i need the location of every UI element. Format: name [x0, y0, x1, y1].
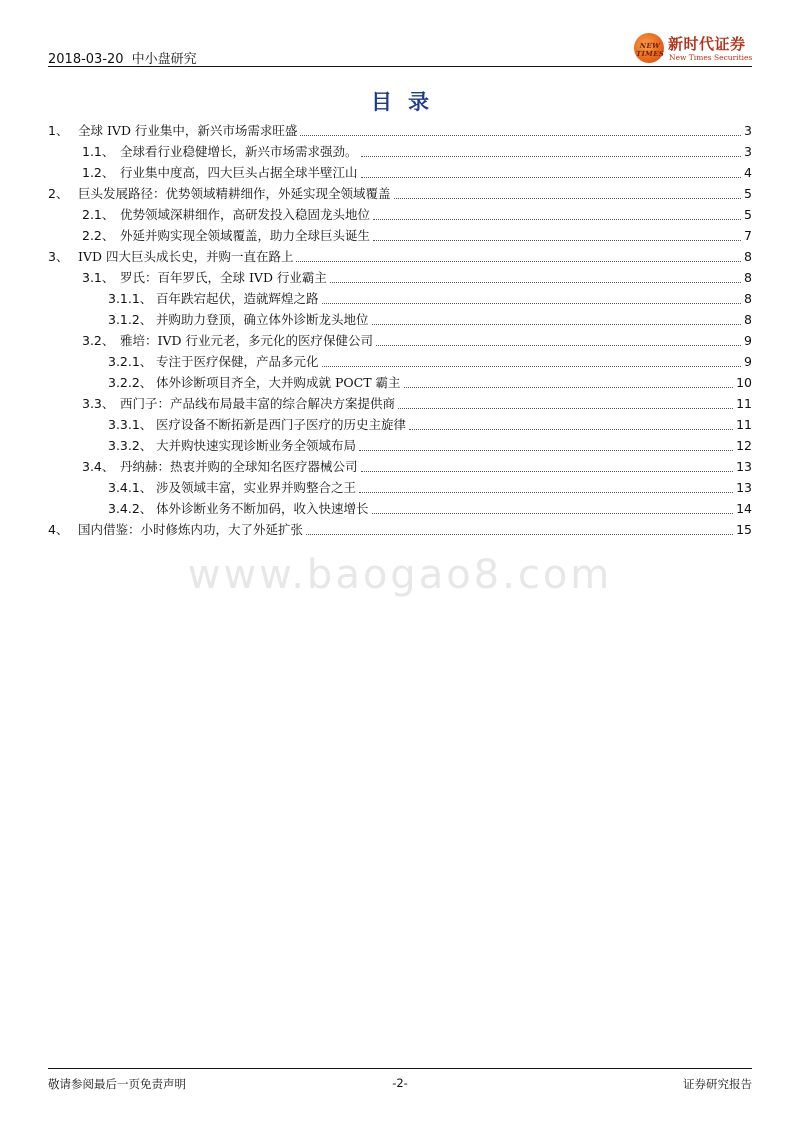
logo-badge-line1: NEW [638, 41, 662, 50]
toc-entry[interactable] [48, 328, 752, 349]
table-of-contents [48, 118, 752, 538]
toc-entry-number: 2.1、 [82, 207, 115, 222]
toc-entry-number: 3.3.2、 [108, 438, 153, 453]
toc-entry-number: 3.1.1、 [108, 291, 153, 306]
toc-entry[interactable] [48, 517, 752, 538]
header-rule [48, 66, 752, 67]
toc-entry[interactable] [48, 244, 752, 265]
toc-entry[interactable] [48, 349, 752, 370]
toc-entry-page: 9 [744, 333, 752, 348]
toc-entry-page: 8 [744, 291, 752, 306]
footer-doc-type: 证券研究报告 [683, 1077, 752, 1091]
toc-entry[interactable] [48, 496, 752, 517]
toc-entry-number: 3.2.2、 [108, 375, 153, 390]
toc-leader-dots [300, 134, 741, 136]
toc-title: 目录 [371, 89, 445, 114]
toc-entry-page: 11 [736, 396, 752, 411]
toc-entry-page: 5 [744, 207, 752, 222]
toc-entry-page: 3 [744, 144, 752, 159]
toc-leader-dots [322, 302, 742, 304]
toc-leader-dots [376, 344, 741, 346]
toc-entry-page: 8 [744, 270, 752, 285]
toc-entry[interactable] [48, 181, 752, 202]
toc-entry-page: 3 [744, 123, 752, 138]
toc-entry-number: 3.3.1、 [108, 417, 153, 432]
toc-entry-page: 14 [736, 501, 752, 516]
toc-entry-text: 专注于医疗保健，产品多元化 [156, 354, 319, 369]
toc-entry-number: 3.1、 [82, 270, 115, 285]
toc-leader-dots [361, 176, 742, 178]
toc-entry[interactable] [48, 433, 752, 454]
toc-entry-page: 8 [744, 249, 752, 264]
toc-leader-dots [372, 512, 734, 514]
report-date: 2018-03-20 [48, 52, 124, 67]
toc-leader-dots [359, 491, 733, 493]
toc-entry-number: 3、 [48, 249, 69, 264]
logo-name-cn: 新时代证券 [668, 35, 746, 53]
toc-entry-number: 2.2、 [82, 228, 115, 243]
toc-entry[interactable] [48, 307, 752, 328]
logo-name-en: New Times Securities [669, 53, 753, 62]
toc-entry-text: 全球 IVD 行业集中，新兴市场需求旺盛 [78, 123, 298, 138]
footer-disclaimer: 敬请参阅最后一页免责声明 [48, 1077, 186, 1091]
toc-entry-text: 大并购快速实现诊断业务全领域布局 [156, 438, 357, 453]
toc-entry[interactable] [48, 475, 752, 496]
toc-entry[interactable] [48, 223, 752, 244]
toc-entry-number: 4、 [48, 522, 69, 537]
toc-entry-page: 4 [744, 165, 752, 180]
toc-entry-number: 3.4.2、 [108, 501, 153, 516]
toc-entry-text: 国内借鉴：小时修炼内功，大了外延扩张 [78, 522, 304, 537]
toc-entry-page: 10 [736, 375, 752, 390]
toc-entry-page: 8 [744, 312, 752, 327]
logo-badge-line2: TIMES [635, 49, 666, 58]
toc-entry-text: 体外诊断项目齐全，大并购成就 POCT 霸主 [156, 375, 401, 390]
toc-leader-dots [322, 365, 742, 367]
toc-entry-text: 涉及领域丰富，实业界并购整合之王 [156, 480, 357, 495]
toc-entry-text: 丹纳赫：热衷并购的全球知名医疗器械公司 [120, 459, 358, 474]
toc-entry-page: 7 [744, 228, 752, 243]
toc-leader-dots [361, 470, 734, 472]
footer-page-number: -2- [392, 1076, 408, 1090]
toc-leader-dots [359, 449, 733, 451]
toc-entry-number: 1.2、 [82, 165, 115, 180]
toc-entry[interactable] [48, 139, 752, 160]
report-category: 中小盘研究 [131, 52, 197, 67]
toc-entry-number: 3.1.2、 [108, 312, 153, 327]
toc-entry-number: 3.4、 [82, 459, 115, 474]
toc-entry-text: 医疗设备不断拓新是西门子医疗的历史主旋律 [156, 417, 407, 432]
toc-entry-text: 巨头发展路径：优势领域精耕细作，外延实现全领域覆盖 [78, 186, 391, 201]
toc-entry-page: 15 [736, 522, 752, 537]
toc-entry-page: 9 [744, 354, 752, 369]
toc-entry-number: 3.2、 [82, 333, 115, 348]
logo-badge-icon [634, 33, 664, 63]
toc-entry-text: 雅培：IVD 行业元老，多元化的医疗保健公司 [120, 333, 373, 348]
toc-entry[interactable] [48, 286, 752, 307]
brand-logo [634, 33, 754, 67]
toc-leader-dots [409, 428, 733, 430]
toc-entry-number: 1.1、 [82, 144, 115, 159]
toc-entry-page: 11 [736, 417, 752, 432]
toc-leader-dots [361, 155, 742, 157]
toc-entry-number: 1、 [48, 123, 69, 138]
toc-entry-number: 3.4.1、 [108, 480, 153, 495]
toc-leader-dots [306, 533, 733, 535]
toc-entry-text: 罗氏：百年罗氏，全球 IVD 行业霸主 [120, 270, 327, 285]
toc-entry-text: 行业集中度高，四大巨头占据全球半壁江山 [120, 165, 358, 180]
toc-entry-page: 13 [736, 480, 752, 495]
toc-entry[interactable] [48, 118, 752, 139]
toc-entry[interactable] [48, 265, 752, 286]
toc-entry[interactable] [48, 160, 752, 181]
toc-entry-text: 并购助力登顶，确立体外诊断龙头地位 [156, 312, 369, 327]
toc-entry-page: 12 [736, 438, 752, 453]
toc-leader-dots [296, 260, 741, 262]
footer-rule [48, 1068, 752, 1069]
toc-entry-text: IVD 四大巨头成长史，并购一直在路上 [78, 249, 294, 264]
toc-leader-dots [330, 281, 741, 283]
toc-entry-number: 2、 [48, 186, 69, 201]
watermark: www.baogao8.com [187, 552, 613, 598]
toc-entry-text: 外延并购实现全领域覆盖，助力全球巨头诞生 [120, 228, 371, 243]
toc-entry-number: 3.2.1、 [108, 354, 153, 369]
toc-entry[interactable] [48, 391, 752, 412]
toc-entry-text: 西门子：产品线布局最丰富的综合解决方案提供商 [120, 396, 396, 411]
toc-leader-dots [372, 323, 742, 325]
toc-entry-text: 优势领域深耕细作，高研发投入稳固龙头地位 [120, 207, 371, 222]
report-header [48, 48, 197, 67]
toc-leader-dots [373, 239, 741, 241]
toc-entry-number: 3.3、 [82, 396, 115, 411]
toc-entry[interactable] [48, 412, 752, 433]
toc-entry[interactable] [48, 370, 752, 391]
toc-leader-dots [394, 197, 742, 199]
toc-leader-dots [373, 218, 741, 220]
toc-entry[interactable] [48, 202, 752, 223]
toc-entry-page: 5 [744, 186, 752, 201]
toc-leader-dots [404, 386, 734, 388]
toc-entry-text: 百年跌宕起伏，造就辉煌之路 [156, 291, 319, 306]
toc-entry-text: 全球看行业稳健增长，新兴市场需求强劲。 [120, 144, 358, 159]
toc-entry-page: 13 [736, 459, 752, 474]
toc-leader-dots [398, 407, 733, 409]
toc-entry-text: 体外诊断业务不断加码，收入快速增长 [156, 501, 369, 516]
toc-entry[interactable] [48, 454, 752, 475]
